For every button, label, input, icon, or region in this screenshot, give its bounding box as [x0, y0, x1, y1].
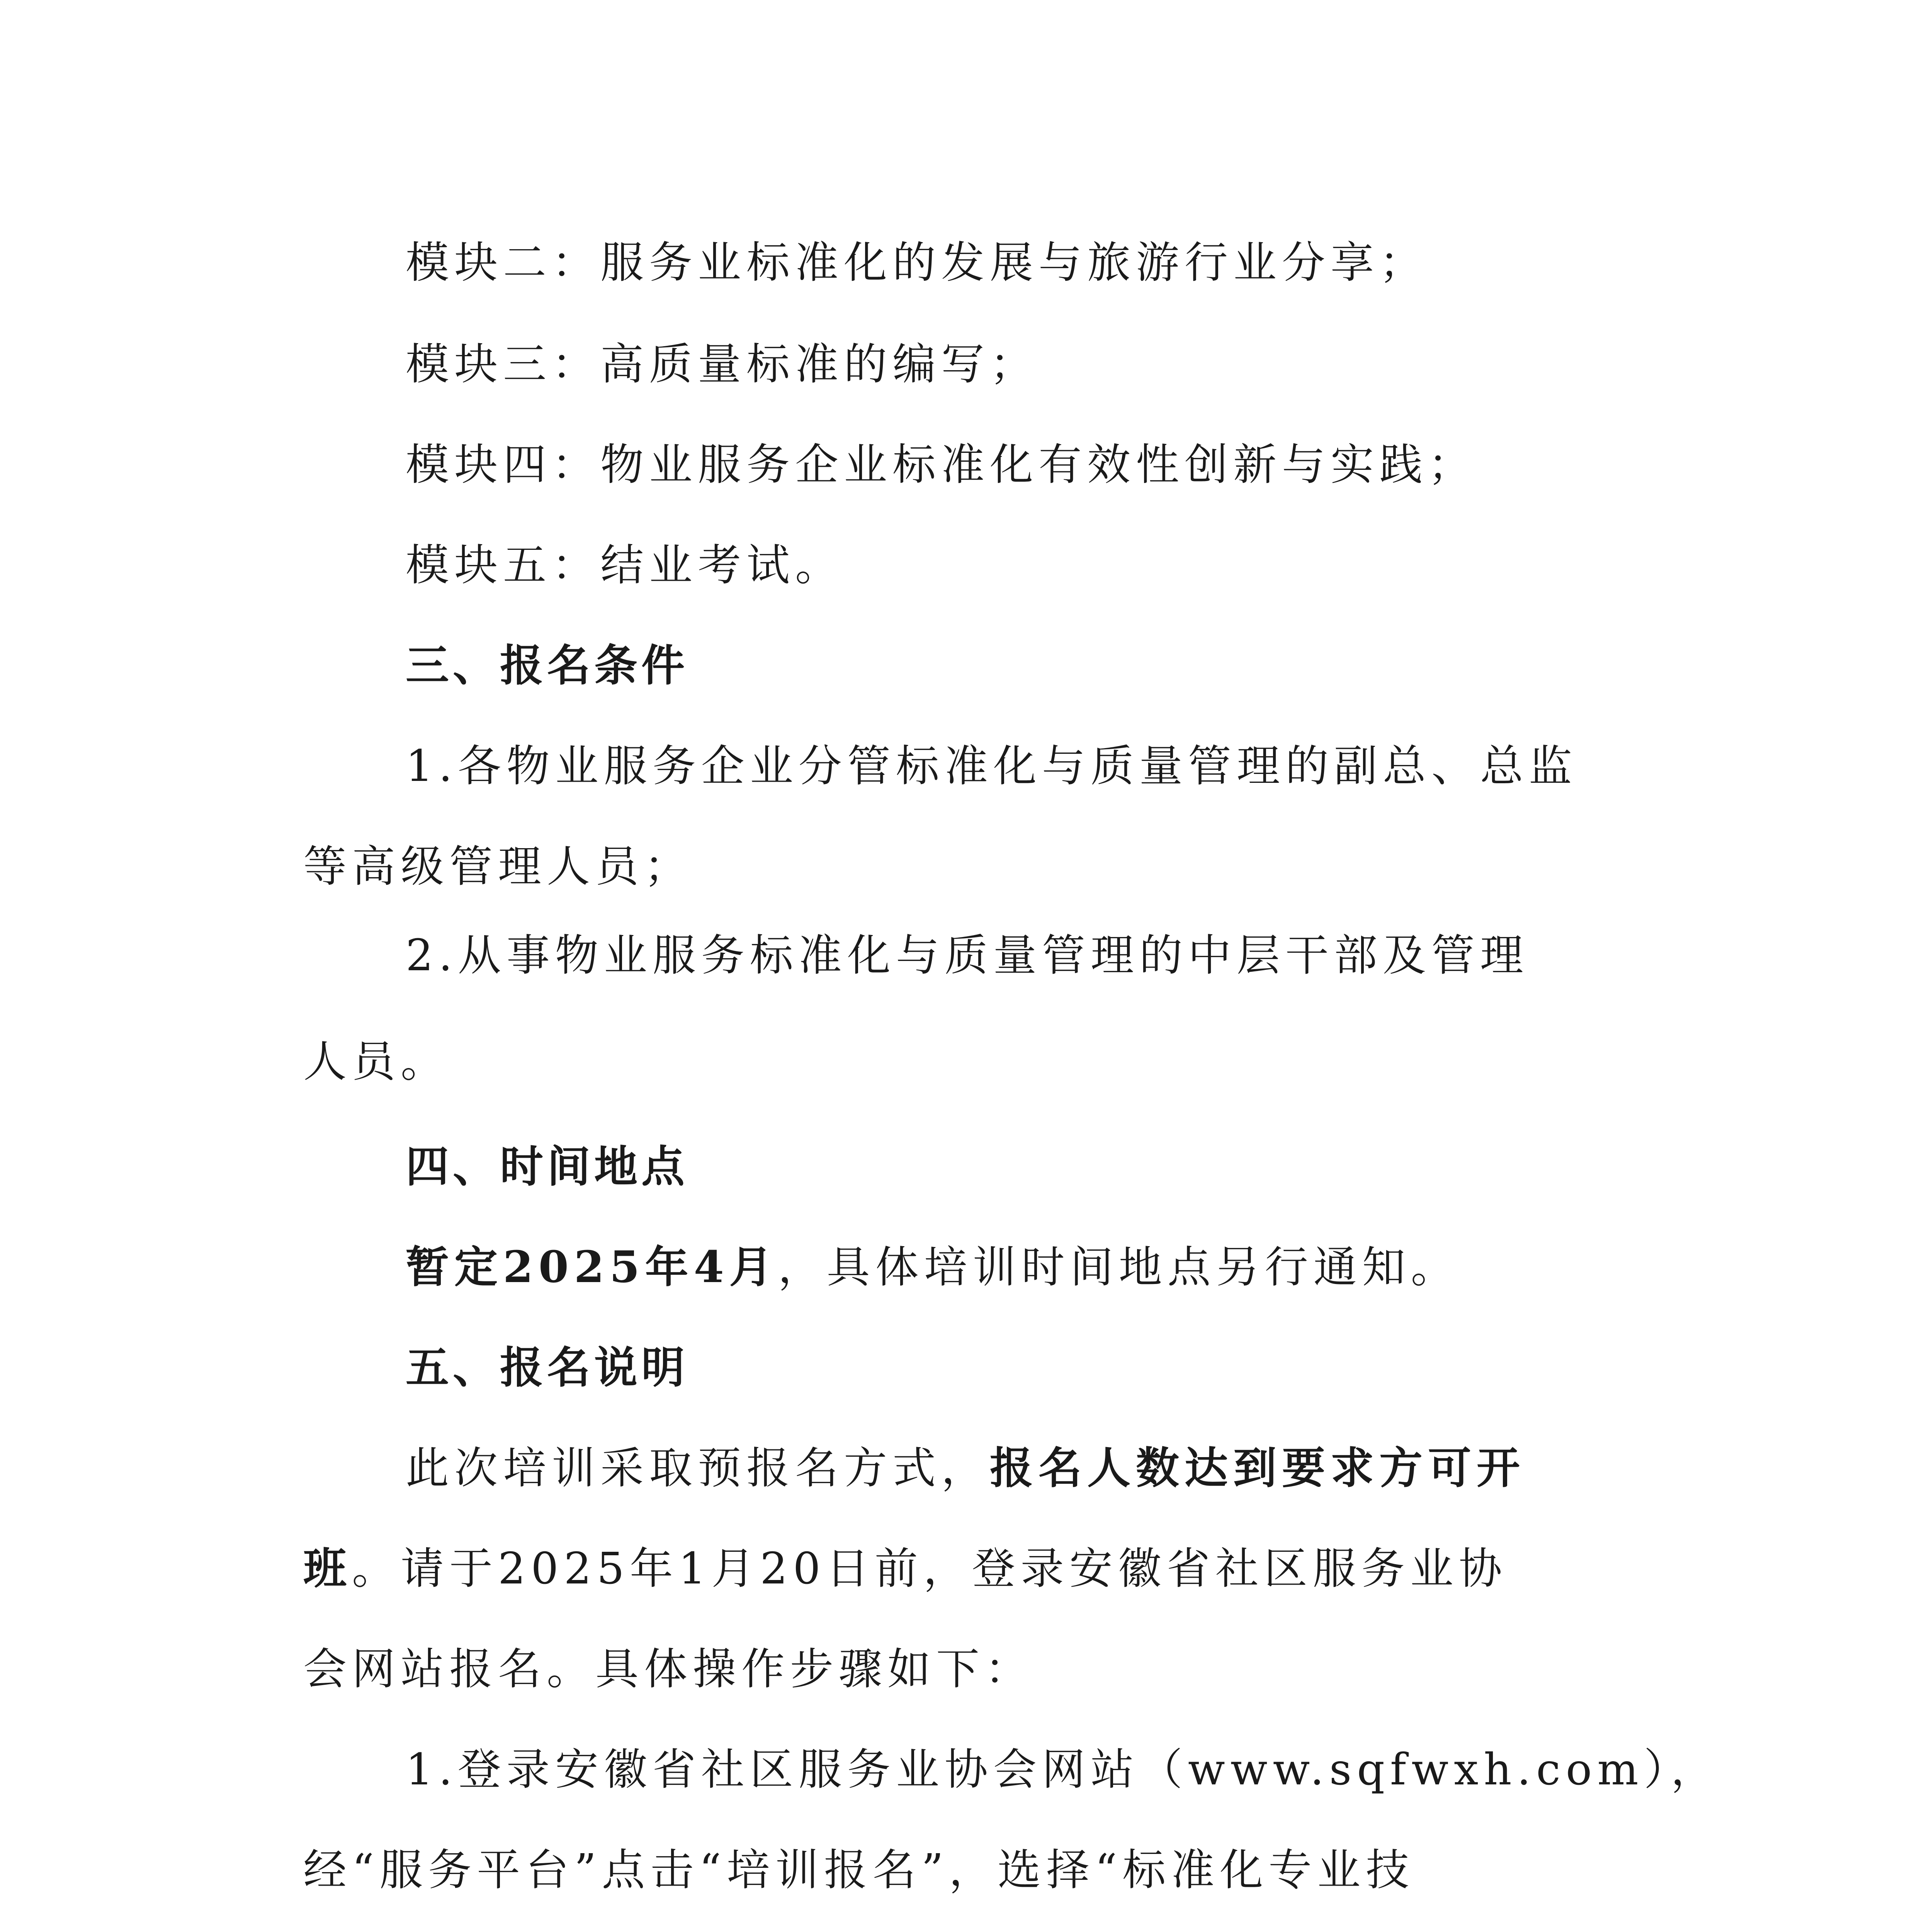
step-1-line1: 1.登录安徽省社区服务业协会网站（www.sqfwxh.com）， — [406, 1745, 1720, 1795]
section-5-p1-plain-2: 。请于2025年1月20日前，登录安徽省社区服务业协 — [352, 1544, 1508, 1594]
section-4-text — [0, 1240, 1919, 1294]
step-1-line2: 经“服务平台”点击“培训报名”，选择“标准化专业技 — [303, 1845, 1415, 1895]
section-5-p1-line1 — [0, 1441, 1919, 1495]
module-3: 模块三：高质量标准的编写； — [406, 339, 1039, 389]
section-5-p1-bold-2: 班 — [303, 1543, 352, 1594]
section-5-p1-bold: 报名人数达到要求方可开 — [990, 1443, 1525, 1493]
section-5-heading: 五、报名说明 — [406, 1343, 688, 1393]
module-4: 模块四：物业服务企业标准化有效性创新与实践； — [406, 440, 1477, 490]
section-4-heading: 四、时间地点 — [406, 1142, 688, 1192]
module-2: 模块二：服务业标准化的发展与旅游行业分享； — [406, 238, 1428, 288]
section-4-rest: ，具体培训时间地点另行通知。 — [778, 1242, 1460, 1293]
module-5: 模块五：结业考试。 — [406, 540, 844, 590]
section-5-p1-line3: 会网站报名。具体操作步骤如下： — [303, 1644, 1033, 1694]
section-3-item2-line2: 人员。 — [303, 1037, 449, 1087]
section-3-item1-line1: 1.各物业服务企业分管标准化与质量管理的副总、总监 — [406, 741, 1577, 791]
section-5-p1-line2 — [0, 1542, 1919, 1596]
section-3-item2-line1: 2.从事物业服务标准化与质量管理的中层干部及管理 — [406, 930, 1529, 981]
section-5-p1-plain: 此次培训采取预报名方式， — [406, 1443, 990, 1493]
section-3-item1-line2: 等高级管理人员； — [303, 842, 693, 892]
section-4-date: 暂定2025年4月 — [406, 1242, 778, 1293]
section-3-heading: 三、报名条件 — [406, 641, 688, 691]
